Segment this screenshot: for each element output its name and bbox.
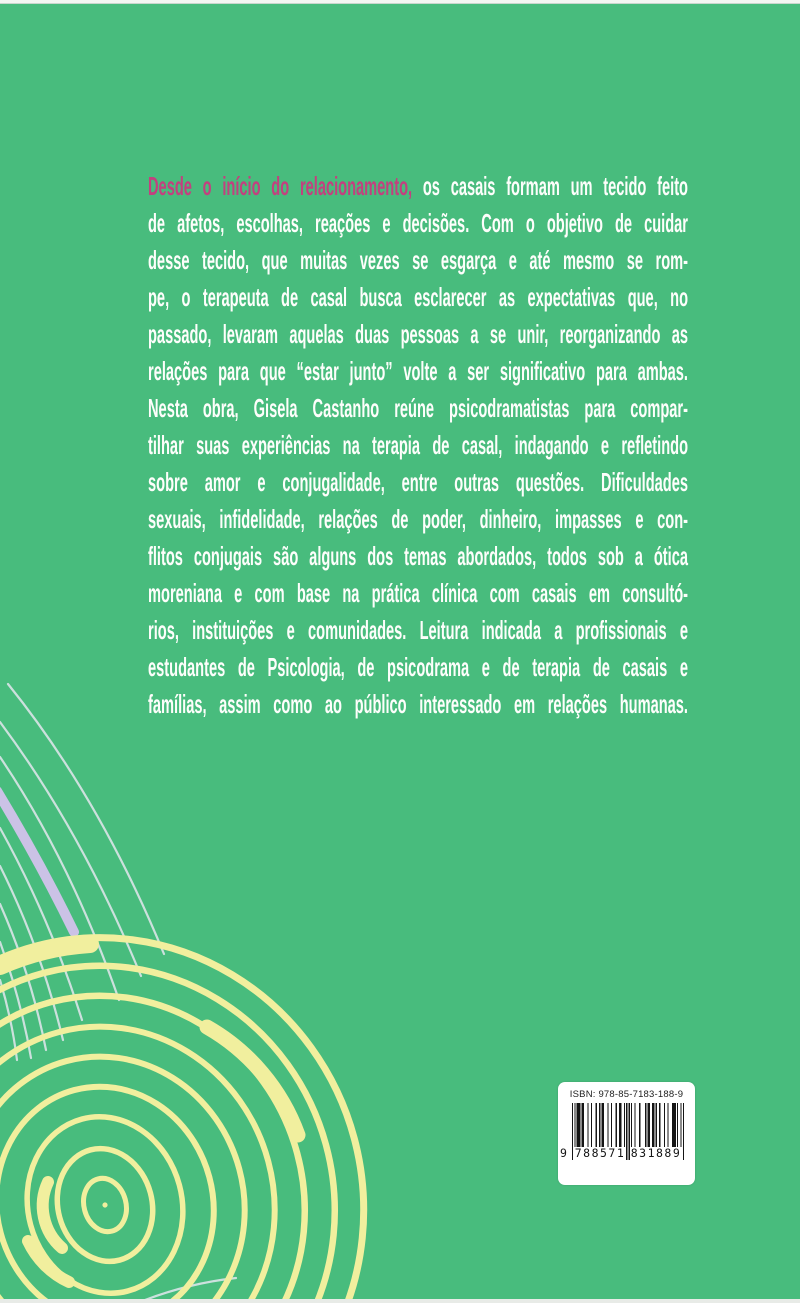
- highlight-phrase: Desde o início do relacionamento,: [148, 171, 413, 201]
- synopsis-text-block: [148, 168, 688, 723]
- scan-edge-bottom: [0, 1299, 800, 1303]
- barcode-digits-group1: 788571: [574, 1146, 626, 1160]
- synopsis-line: de afetos, escolhas, reações e decisões. Com o objetivo de cuidar: [148, 208, 688, 238]
- lavender-arc: [0, 791, 74, 932]
- synopsis-line: passado, levaram aquelas duas pessoas a se unir, reorganizando as: [148, 319, 688, 349]
- synopsis-line: [148, 168, 688, 205]
- synopsis-line: pe, o terapeuta de casal busca esclarecer as expectativas que, no: [148, 282, 688, 312]
- synopsis-line: tilhar suas experiências na terapia de casal, indagando e refletindo: [148, 430, 688, 460]
- isbn-number-label: ISBN: 978-85-7183-188-9: [569, 1089, 684, 1100]
- synopsis-line: rios, instituições e comunidades. Leitura indicada a profissionais e: [148, 615, 688, 645]
- isbn-barcode: [558, 1082, 695, 1185]
- synopsis-line: desse tecido, que muitas vezes se esgarça e até mesmo se rom-: [148, 245, 688, 275]
- synopsis-line: flitos conjugais são alguns dos temas abordados, todos sob a ótica: [148, 541, 688, 571]
- ean13-bars: [558, 1103, 695, 1161]
- synopsis-line-rest: os casais formam um tecido feito: [412, 171, 688, 201]
- synopsis-line: estudantes de Psicologia, de psicodrama e de terapia de casais e: [148, 652, 688, 682]
- synopsis-line: relações para que “estar junto” volte a ser significativo para ambas.: [148, 356, 688, 386]
- scan-edge-top: [0, 0, 800, 4]
- synopsis-line: Nesta obra, Gisela Castanho reúne psicodramatistas para compar-: [148, 393, 688, 423]
- synopsis-line: famílias, assim como ao público interessado em relações humanas.: [148, 689, 688, 719]
- synopsis-line: sobre amor e conjugalidade, entre outras questões. Dificuldades: [148, 467, 688, 497]
- barcode-digit-left: 9: [560, 1146, 567, 1160]
- synopsis-line: moreniana e com base na prática clínica com casais em consultó-: [148, 578, 688, 608]
- barcode-digits-group2: 831889: [630, 1146, 682, 1160]
- synopsis-line: sexuais, infidelidade, relações de poder, dinheiro, impasses e con-: [148, 504, 688, 534]
